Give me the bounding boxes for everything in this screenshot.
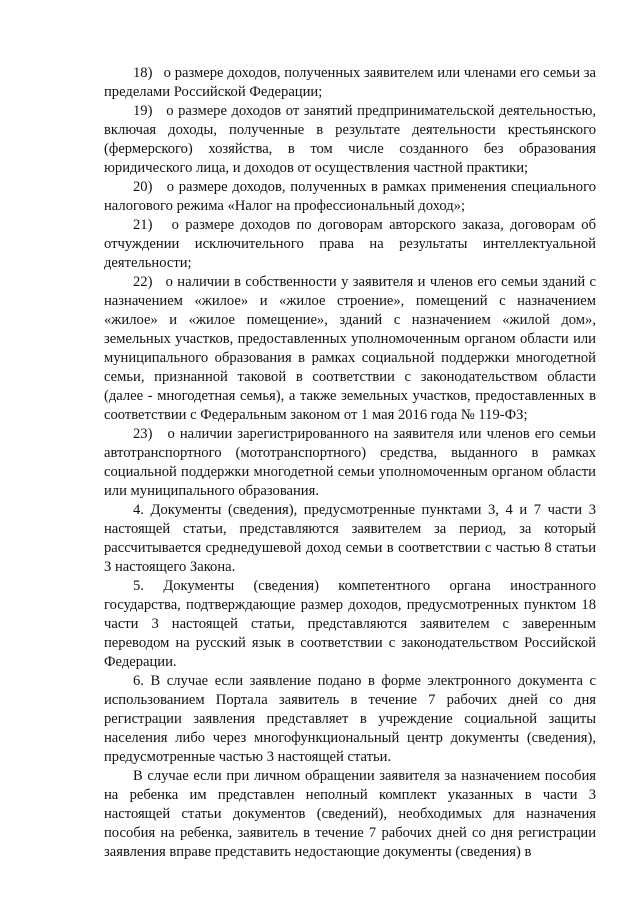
paragraph-item-23 <box>104 425 596 501</box>
paragraph-text: В случае если при личном обращении заявителя за назначением пособия на ребенка им представлен неполный комплект указанных в части 3 настоящей статьи документов (сведений), необходимых для назначения пособия на ребенка, заявитель в течение 7 рабочих дней со дня регистрации заявления вправе представить недостающие документы (сведения) в <box>104 768 596 860</box>
part-number: 4. <box>133 502 144 518</box>
paragraph-text: В случае если заявление подано в форме электронного документа с использованием Портала заявитель в течение 7 рабочих дней со дня регистрации заявления представляет в учреждение социальной защиты населения либо через многофункциональный центр документы (сведения), предусмотренные частью 3 настоящей статьи. <box>104 673 596 765</box>
paragraph-text: о размере доходов по договорам авторского заказа, договорам об отчуждении исключительного права на результаты интеллектуальной деятельности; <box>104 217 596 271</box>
item-number: 23) <box>133 426 153 442</box>
paragraph-text: о размере доходов, полученных в рамках применения специального налогового режима «Налог на профессиональный доход»; <box>104 179 596 214</box>
paragraph-text: о наличии зарегистрированного на заявителя или членов его семьи автотранспортного (мототранспортного) средства, выданного в рамках социальной поддержки многодетной семьи уполномоченным органом области или муниципального образования. <box>104 426 596 499</box>
paragraph-part-5 <box>104 577 596 672</box>
paragraph-text: о размере доходов от занятий предпринимательской деятельностью, включая доходы, полученные в результате деятельности крестьянского (фермерского) хозяйства, в том числе созданного без образования юридического лица, и доходов от осуществления частной практики; <box>104 103 596 176</box>
part-number: 5. <box>133 578 144 594</box>
document-page <box>104 64 596 862</box>
item-number: 18) <box>133 65 153 81</box>
item-number: 19) <box>133 103 153 119</box>
paragraph-text: о размере доходов, полученных заявителем или членами его семьи за пределами Российской Федерации; <box>104 65 596 100</box>
item-number: 21) <box>133 217 153 233</box>
item-number: 20) <box>133 179 153 195</box>
paragraph-continuation <box>104 767 596 862</box>
item-number: 22) <box>133 274 153 290</box>
part-number: 6. <box>133 673 144 689</box>
paragraph-text: Документы (сведения) компетентного органа иностранного государства, подтверждающие размер доходов, предусмотренных пунктом 18 части 3 настоящей статьи, представляются заявителем с заверенным переводом на русский язык в соответствии с законодательством Российской Федерации. <box>104 578 596 670</box>
paragraph-part-6 <box>104 672 596 767</box>
paragraph-part-4 <box>104 501 596 577</box>
paragraph-text: Документы (сведения), предусмотренные пунктами 3, 4 и 7 части 3 настоящей статьи, представляются заявителем за период, за который рассчитывается среднедушевой доход семьи в соответствии с частью 8 статьи 3 настоящего Закона. <box>104 502 596 575</box>
paragraph-item-18 <box>104 64 596 102</box>
paragraph-item-19 <box>104 102 596 178</box>
paragraph-item-21 <box>104 216 596 273</box>
paragraph-item-20 <box>104 178 596 216</box>
paragraph-item-22 <box>104 273 596 425</box>
paragraph-text: о наличии в собственности у заявителя и членов его семьи зданий с назначением «жилое» и «жилое строение», помещений с назначением «жилое» и «жилое помещение», зданий с назначением «жилой дом», земельных участков, предоставленных уполномоченным органом области или муниципального образования в рамках социальной поддержки многодетной семьи, признанной таковой в соответствии с законодательством области (далее - многодетная семья), а также земельных участков, предоставленных в соответствии с Федеральным законом от 1 мая 2016 года № 119-ФЗ; <box>104 274 596 423</box>
